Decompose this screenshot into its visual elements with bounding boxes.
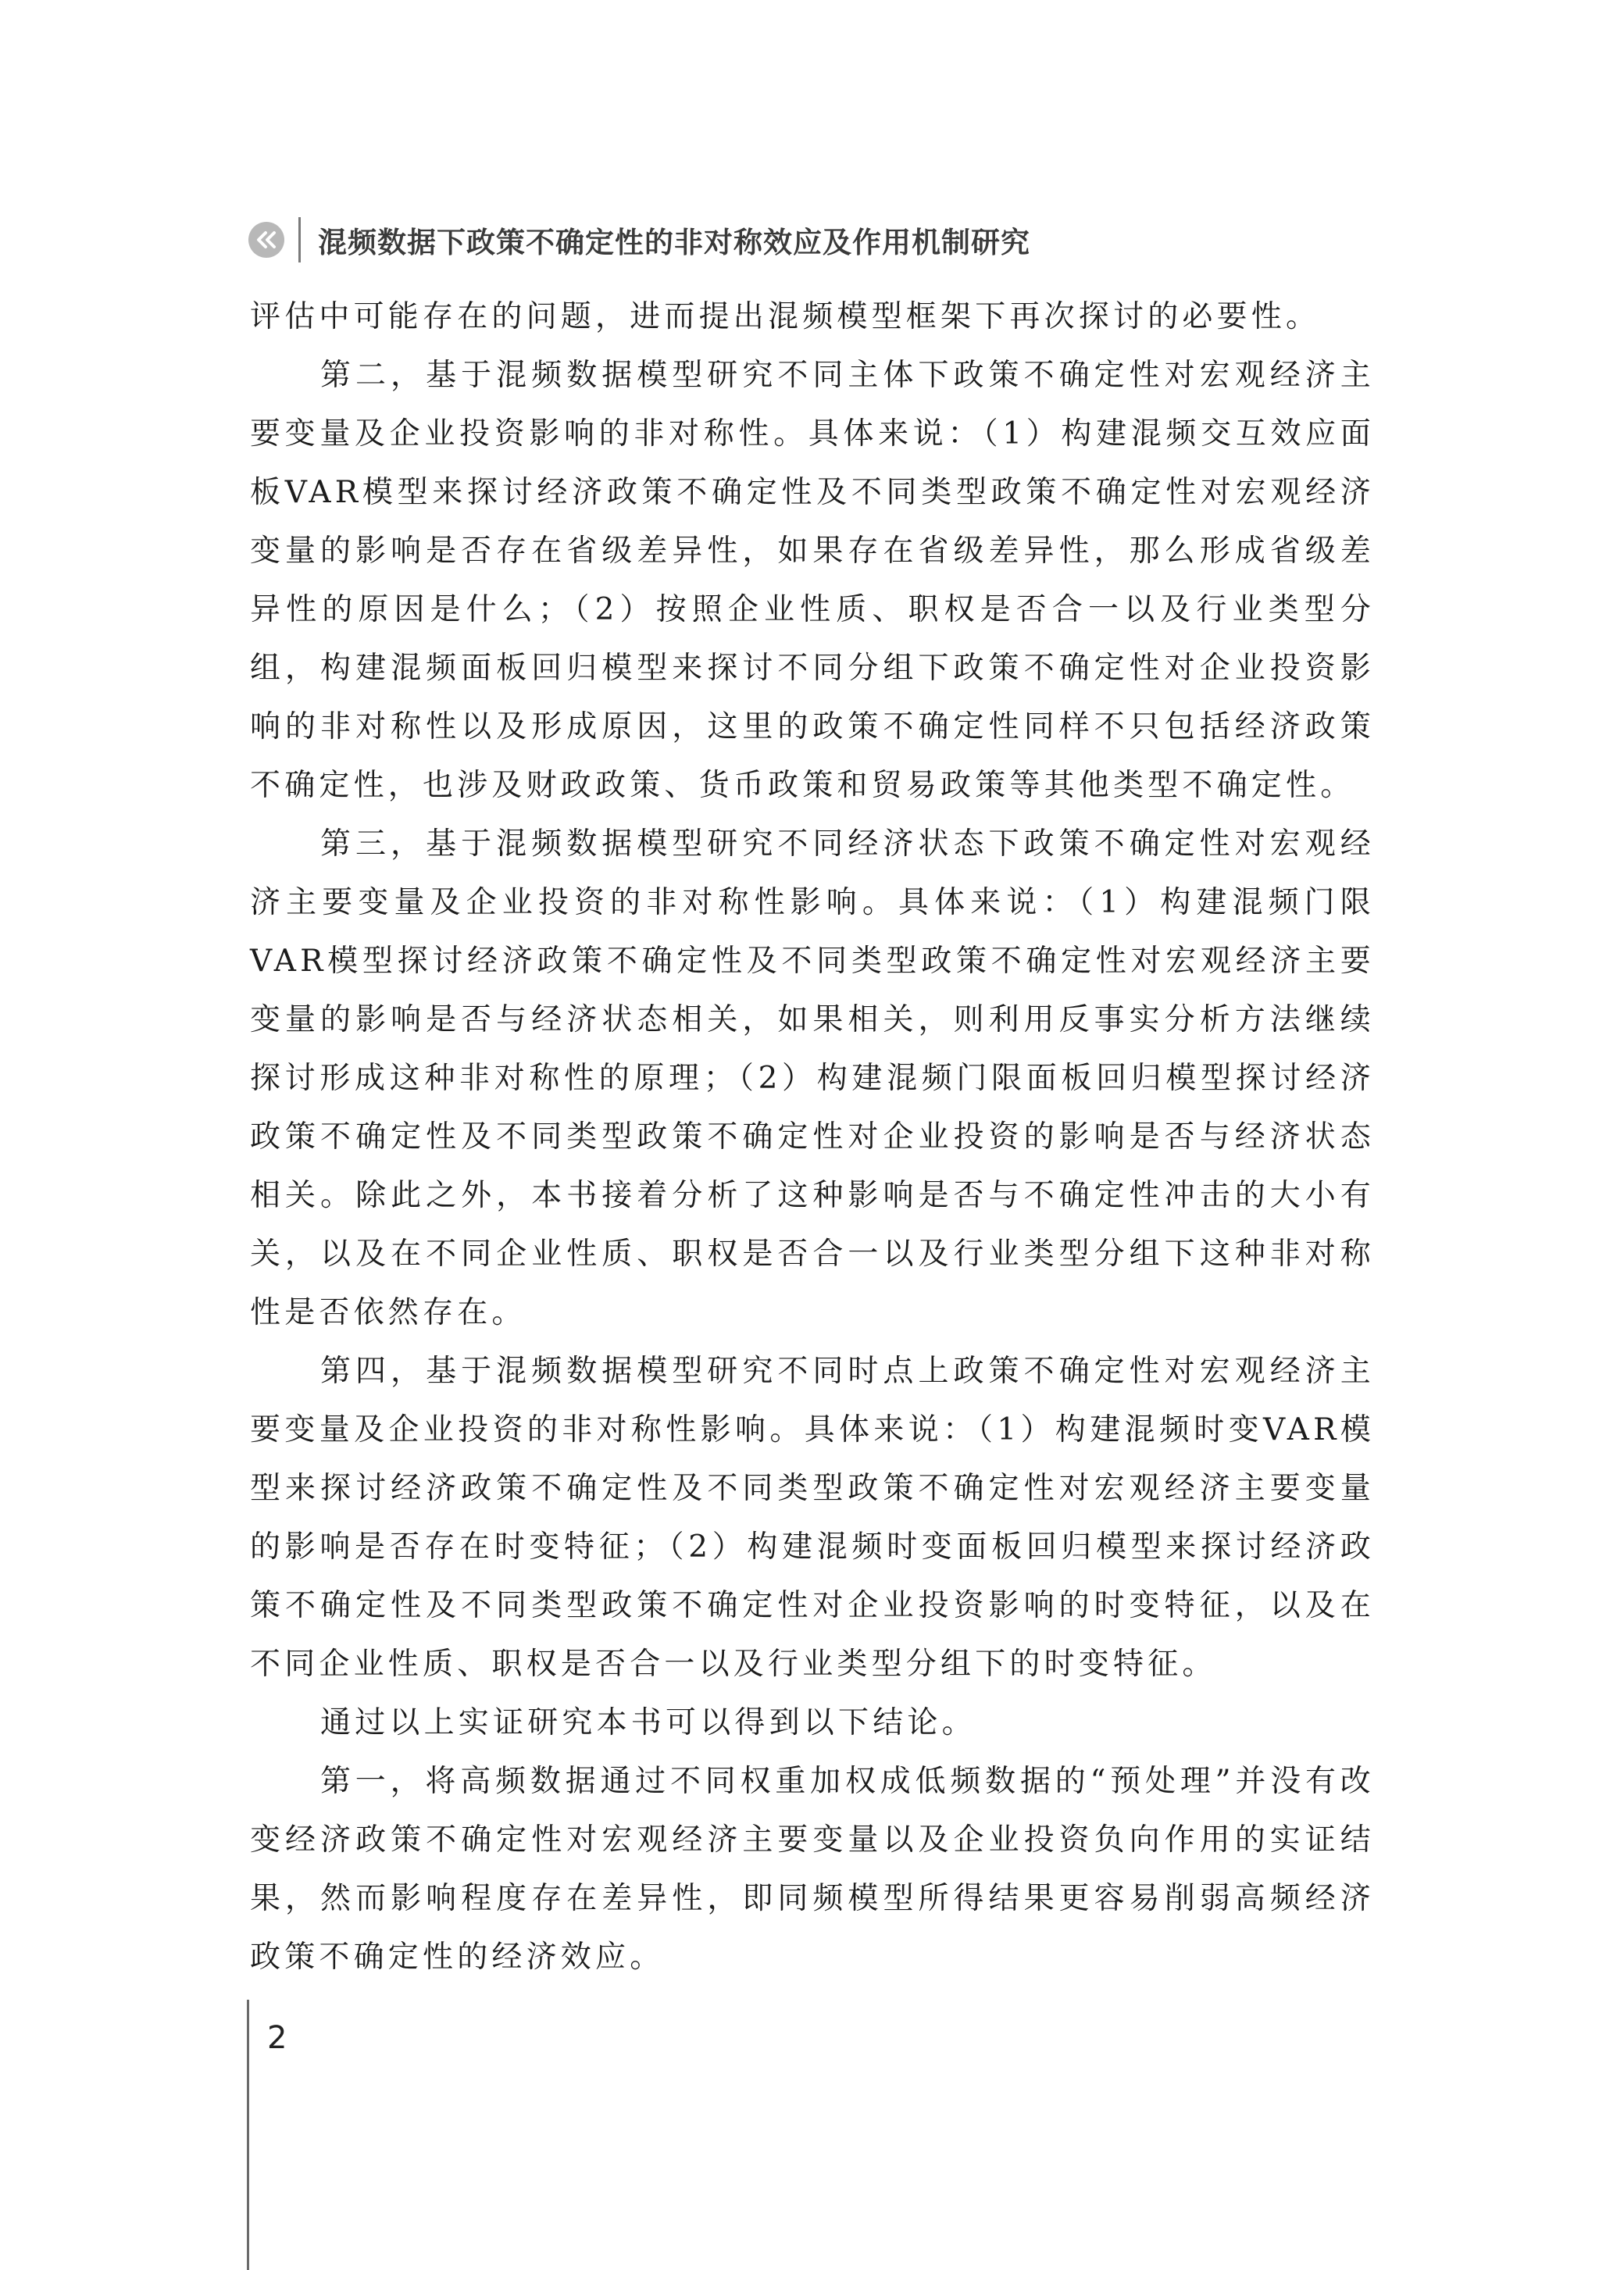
paragraph: 第四，基于混频数据模型研究不同时点上政策不确定性对宏观经济主要变量及企业投资的非对称性影响。具体来说：（1）构建混频时变VAR模型来探讨经济政策不确定性及不同类型政策不确定性对宏观经济主要变量的影响是否存在时变特征；（2）构建混频时变面板回归模型来探讨经济政策不确定性及不同类型政策不确定性对企业投资影响的时变特征，以及在不同企业性质、职权是否合一以及行业类型分组下的时变特征。 — [250, 1354, 1375, 1682]
footer-divider — [247, 2000, 249, 2270]
paragraph: 通过以上实证研究本书可以得到以下结论。 — [320, 1705, 976, 1740]
paragraph: 第一，将高频数据通过不同权重加权成低频数据的“预处理”并没有改变经济政策不确定性对宏观经济主要变量以及企业投资负向作用的实证结果，然而影响程度存在差异性，即同频模型所得结果更容易削弱高频经济政策不确定性的经济效应。 — [250, 1764, 1375, 1975]
paragraph: 评估中可能存在的问题，进而提出混频模型框架下再次探讨的必要性。 — [250, 299, 1321, 334]
paragraph: 第二，基于混频数据模型研究不同主体下政策不确定性对宏观经济主要变量及企业投资影响的非对称性。具体来说：（1）构建混频交互效应面板VAR模型来探讨经济政策不确定性及不同类型政策不确定性对宏观经济变量的影响是否存在省级差异性，如果存在省级差异性，那么形成省级差异性的原因是什么；（2）按照企业性质、职权是否合一以及行业类型分组，构建混频面板回归模型来探讨不同分组下政策不确定性对企业投资影响的非对称性以及形成原因，这里的政策不确定性同样不只包括经济政策不确定性，也涉及财政政策、货币政策和贸易政策等其他类型不确定性。 — [250, 358, 1375, 803]
running-header — [248, 212, 1030, 267]
header-divider — [298, 217, 301, 262]
book-title: 混频数据下政策不确定性的非对称效应及作用机制研究 — [318, 226, 1030, 259]
page-number: 2 — [267, 2020, 287, 2056]
paragraph: 第三，基于混频数据模型研究不同经济状态下政策不确定性对宏观经济主要变量及企业投资的非对称性影响。具体来说：（1）构建混频门限VAR模型探讨经济政策不确定性及不同类型政策不确定性对宏观经济主要变量的影响是否与经济状态相关，如果相关，则利用反事实分析方法继续探讨形成这种非对称性的原理；（2）构建混频门限面板回归模型探讨经济政策不确定性及不同类型政策不确定性对企业投资的影响是否与经济状态相关。除此之外，本书接着分析了这种影响是否与不确定性冲击的大小有关，以及在不同企业性质、职权是否合一以及行业类型分组下这种非对称性是否依然存在。 — [250, 826, 1375, 1330]
body-text — [250, 287, 1375, 1986]
double-chevron-left-icon — [248, 222, 284, 258]
